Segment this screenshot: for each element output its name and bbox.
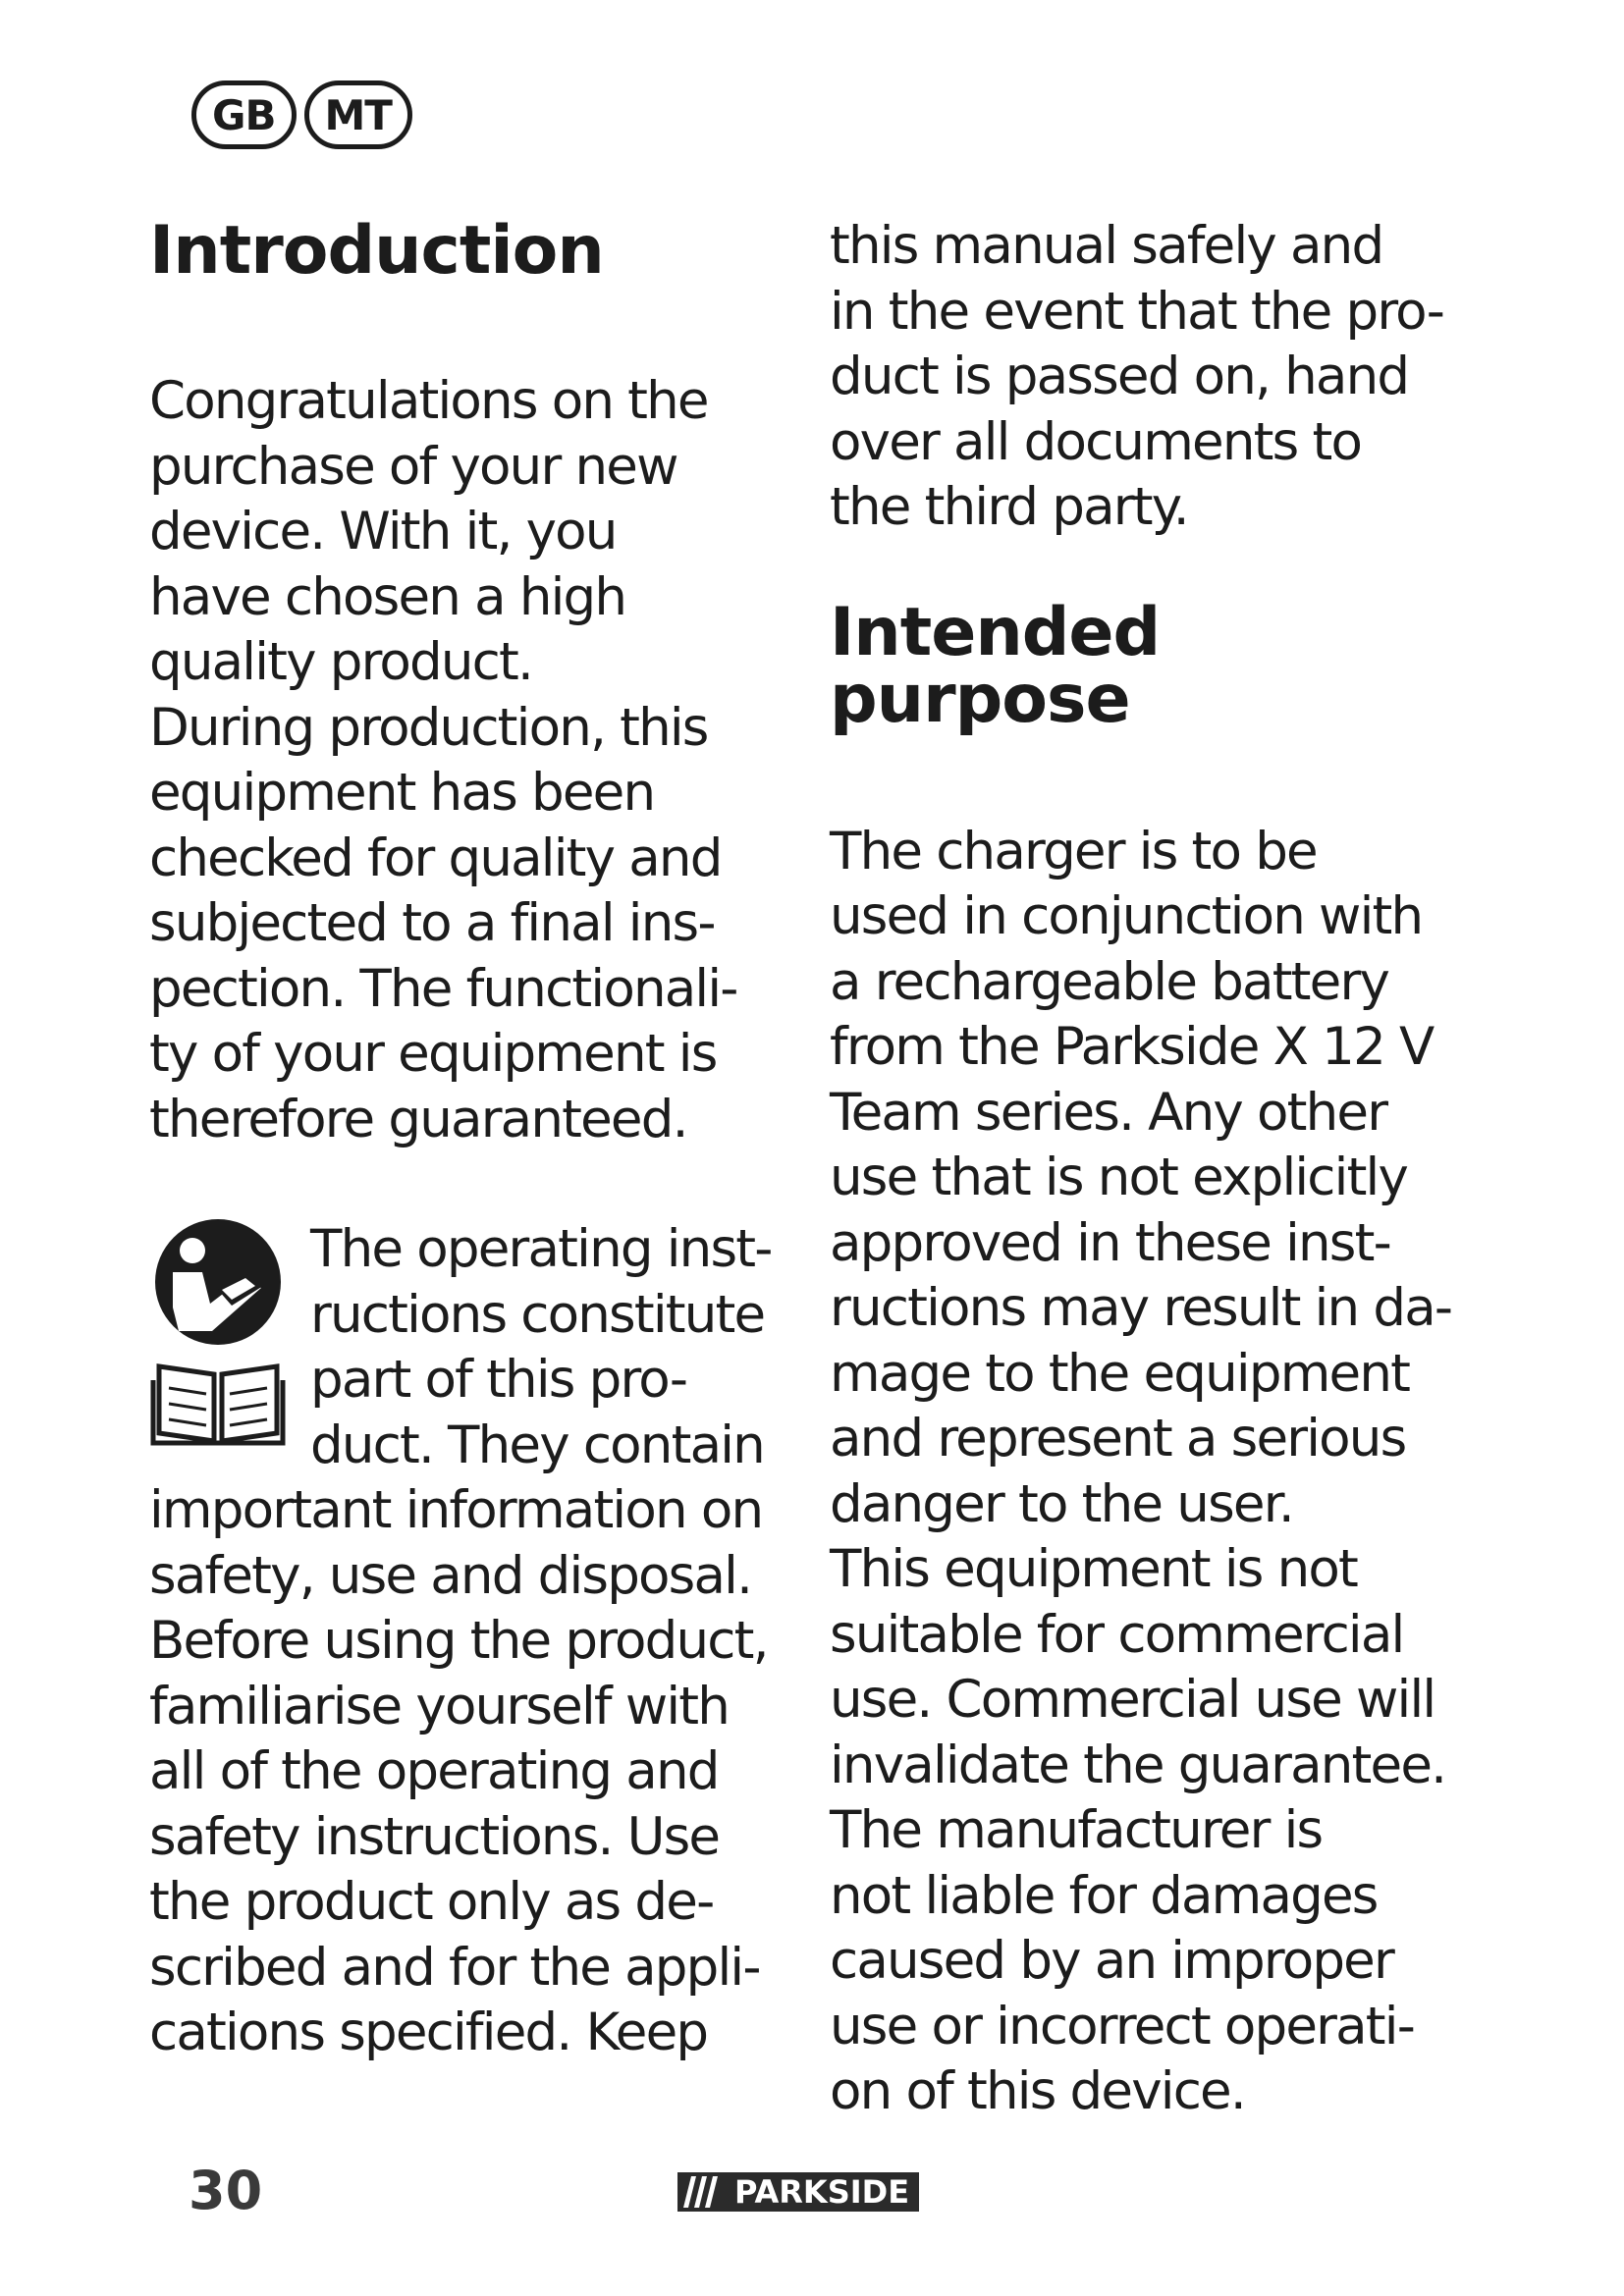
brand-name: PARKSIDE — [725, 2172, 919, 2212]
left-column — [149, 214, 778, 2066]
parkside-logo-icon — [677, 2172, 919, 2212]
intro-paragraph-2: During production, this equipment has been checked for quality and subjected to a final ins- pection. The functionali- ty of your equipment is therefore guaranteed. — [149, 697, 737, 1149]
right-column — [830, 214, 1478, 2125]
intro-paragraph-3-continued: this manual safely and in the event that the pro- duct is passed on, hand over all documents to the third party. — [830, 216, 1444, 537]
intended-purpose-paragraph-2: This equipment is not suitable for commercial use. Commercial use will invalidate the guarantee. The manufacturer is not liable for damages caused by an improper use or incorrect operati- on of this device. — [830, 1539, 1446, 2121]
page-number: 30 — [189, 2160, 263, 2221]
lang-badge-gb: GB — [191, 80, 297, 149]
intro-paragraph-3: The operating inst- ructions constitute part of this pro- duct. They contain important information on safety, use and disposal. Before using the product, familiarise yourself with all of the operating and safety instructions. Use the product only as de- scribed and for the appli- cations specified. Keep — [149, 1219, 772, 2062]
lang-badge-mt: MT — [304, 80, 412, 149]
intro-paragraph-1: Congratulations on the purchase of your new device. With it, you have chosen a high quality product. — [149, 371, 708, 692]
introduction-heading: Introduction — [149, 212, 604, 290]
brand-slashes-icon — [677, 2172, 725, 2212]
intended-purpose-heading: Intended purpose — [830, 593, 1161, 738]
read-manual-icon — [149, 1217, 298, 1457]
intended-purpose-paragraph-1: The charger is to be used in conjunction with a rechargeable battery from the Parkside X 12 V Team series. Any other use that is not explicitly approved in these inst- ructions may result in da- mage to the equipment and represent a serious danger to the user. — [830, 821, 1452, 1534]
language-badges — [191, 80, 412, 149]
